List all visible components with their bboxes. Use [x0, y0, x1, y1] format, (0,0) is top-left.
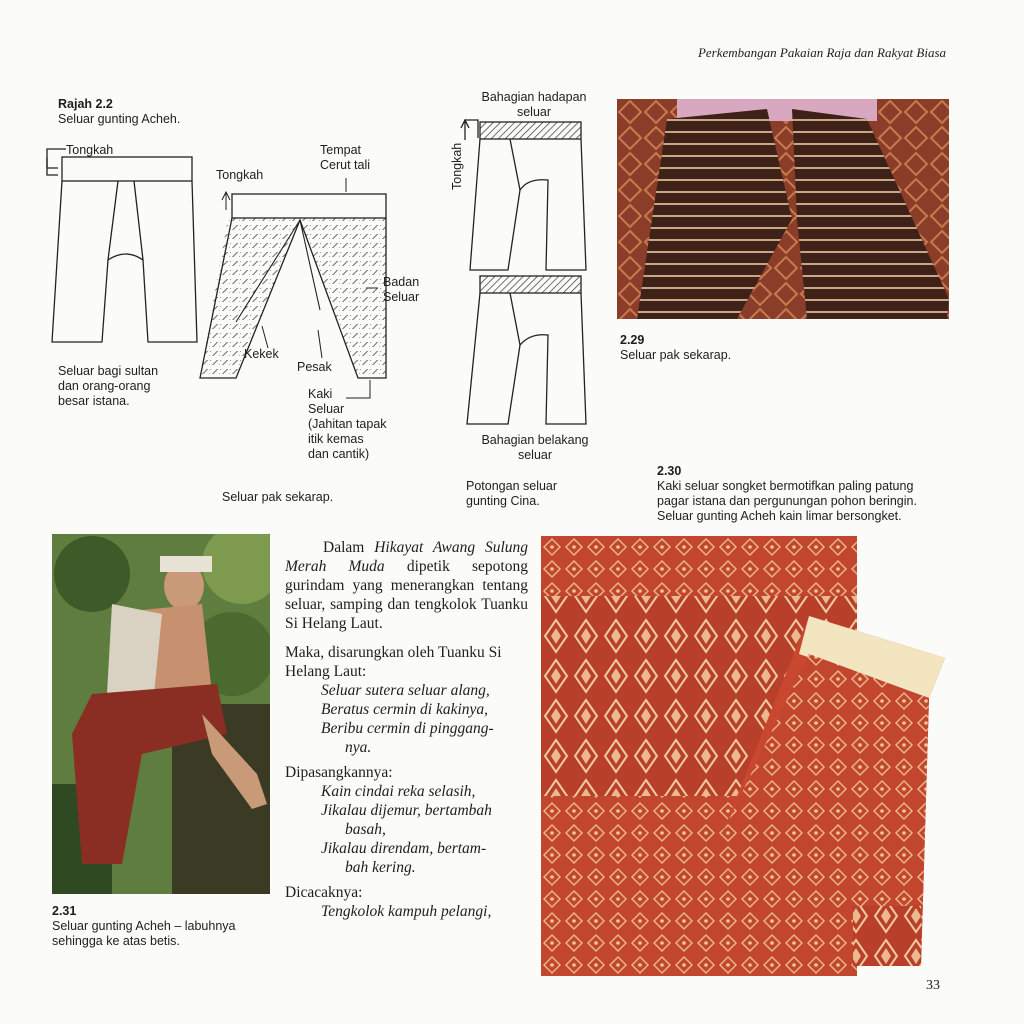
- figure-number: Rajah 2.2: [58, 97, 113, 111]
- figure-title: Seluar gunting Acheh.: [58, 112, 181, 126]
- caption-pak-sekarap: Seluar pak sekarap.: [222, 490, 334, 504]
- label-bahagian-hadapan: Bahagian hadapan seluar: [481, 90, 587, 119]
- paragraph-dicacaknya: Dicacaknya:: [285, 884, 363, 901]
- cina-back-drawing: [467, 276, 586, 424]
- fig-2-29-caption: 2.29 Seluar pak sekarap.: [620, 333, 732, 362]
- photo-man-in-acheh-trousers: [52, 534, 270, 894]
- label-tongkah-right: Tongkah: [450, 142, 464, 190]
- running-header: Perkembangan Pakaian Raja dan Rakyat Biasa: [697, 45, 946, 60]
- cina-front-drawing: [461, 120, 586, 270]
- paragraph-maka: Maka, disarungkan oleh Tuanku Si Helang Laut:: [285, 644, 502, 680]
- fig-2-31-caption: 2.31 Seluar gunting Acheh – labuhnya sehingga ke atas betis.: [52, 904, 236, 948]
- body-text: [285, 538, 528, 921]
- photo-songket-trousers: [541, 536, 951, 976]
- verse-tengkolok: Tengkolok kampuh pelangi,: [321, 903, 492, 920]
- label-badan-seluar: Badan Seluar: [383, 275, 420, 304]
- label-tongkah-mid: Tongkah: [216, 168, 264, 182]
- verse-kain: Kain cindai reka selasih, Jikalau dijemur, bertambah basah, Jikalau direndam, bertam- bah kering.: [321, 783, 492, 876]
- verse-seluar: Seluar sutera seluar alang, Beratus cermin di kakinya, Beribu cermin di pinggang- nya.: [321, 682, 494, 756]
- photo-pak-sekarap: [617, 99, 949, 319]
- label-bahagian-belakang: Bahagian belakang seluar: [481, 433, 589, 462]
- label-tempat-cerut-tali: Tempat Cerut tali: [320, 143, 371, 172]
- label-pesak: Pesak: [297, 360, 332, 374]
- paragraph-dipasangkannya: Dipasangkannya:: [285, 764, 393, 781]
- caption-sultan-trousers: Seluar bagi sultan dan orang-orang besar istana.: [58, 364, 159, 408]
- paragraph-intro: Dalam Hikayat Awang Sulung Merah Muda dipetik sepotong gurindam yang menerangkan tentang seluar, samping dan tengkolok Tuanku Si Helang Laut.: [285, 539, 528, 632]
- label-kekek: Kekek: [244, 347, 279, 361]
- acheh-trousers-drawing: [47, 149, 197, 342]
- fig-2-30-caption: 2.30 Kaki seluar songket bermotifkan paling patung pagar istana dan pergunungan pohon beringin. Seluar gunting Acheh kain limar bersongket.: [657, 464, 917, 523]
- pak-sekarap-drawing: [200, 178, 386, 398]
- page-number: 33: [926, 978, 940, 993]
- label-kaki-seluar: Kaki Seluar (Jahitan tapak itik kemas dan cantik): [308, 387, 387, 461]
- caption-gunting-cina: Potongan seluar gunting Cina.: [466, 479, 558, 508]
- label-tongkah-left: Tongkah: [66, 143, 114, 157]
